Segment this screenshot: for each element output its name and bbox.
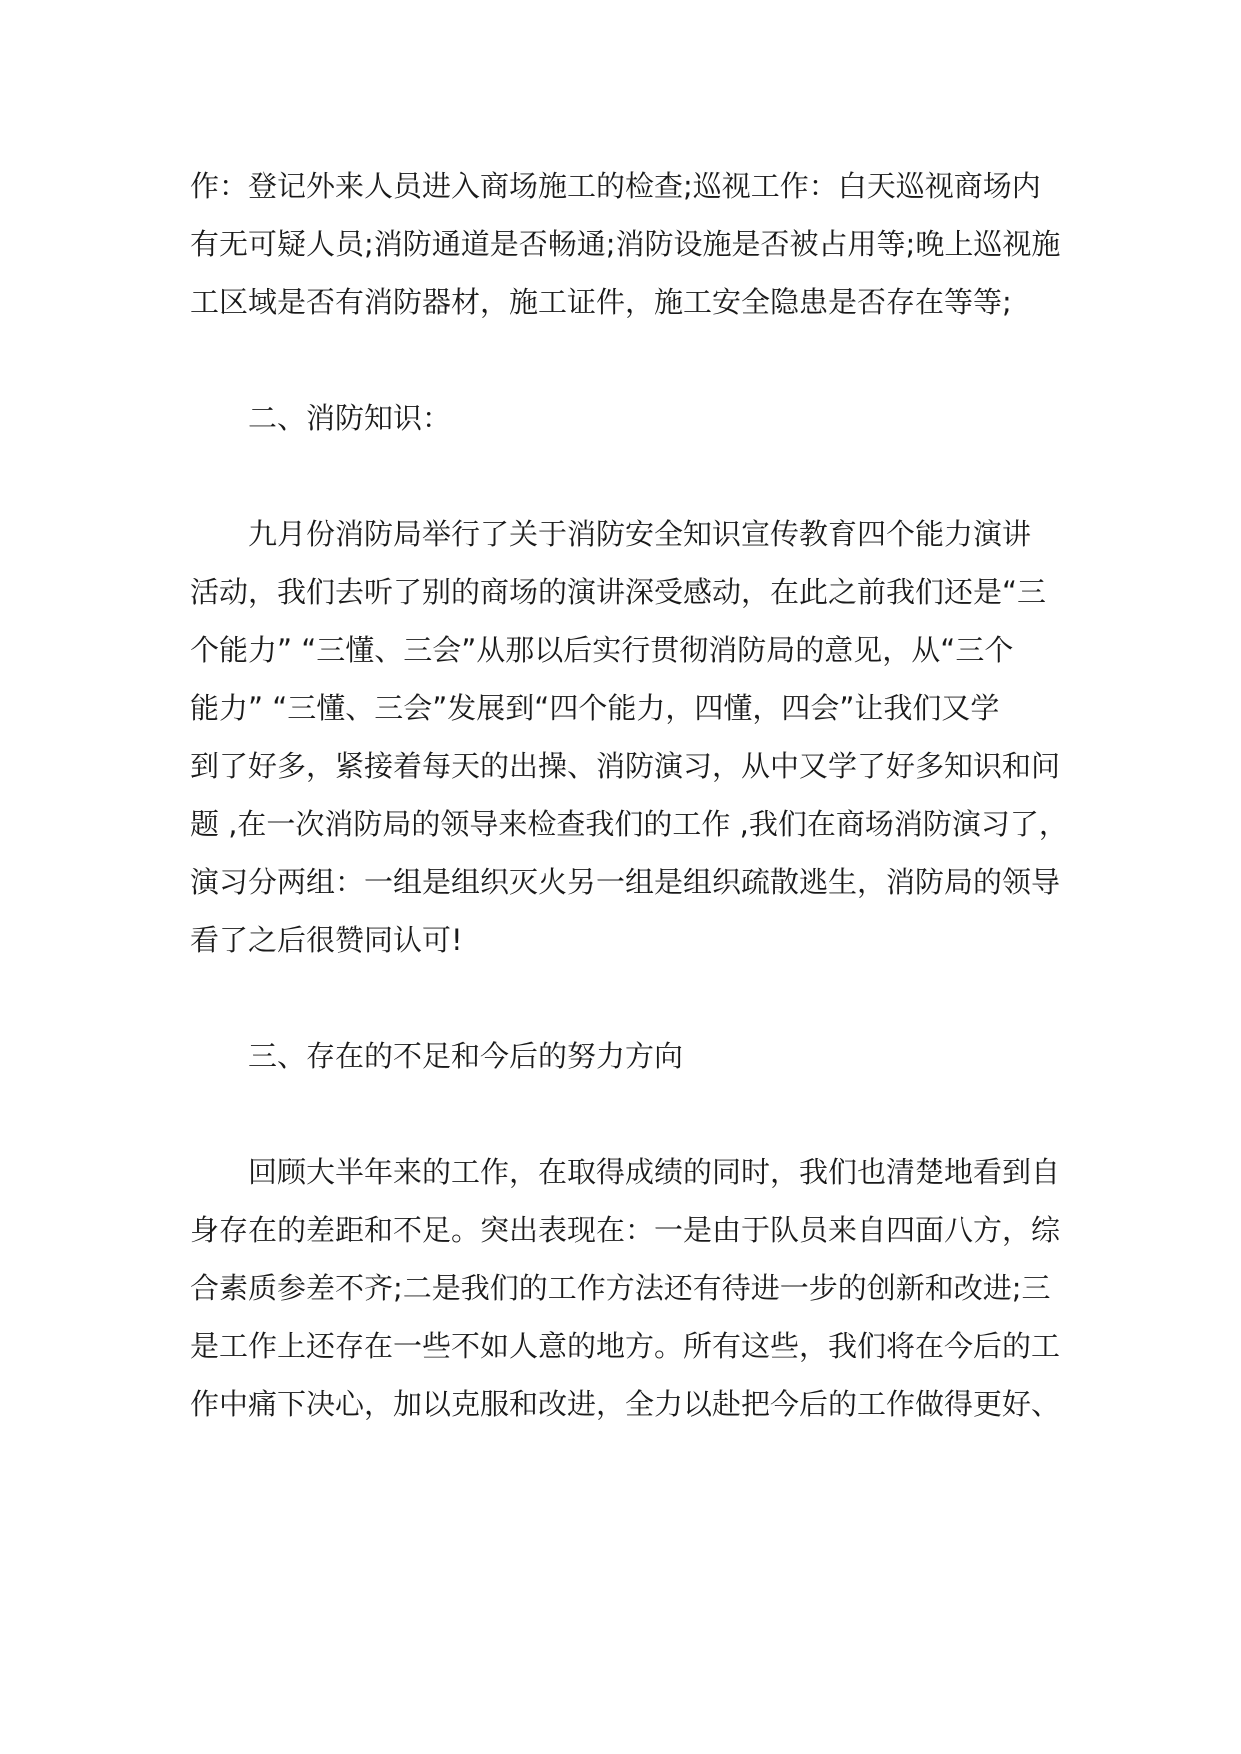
paragraph-line: 演习分两组：一组是组织灭火另一组是组织疏散逃生，消防局的领导 xyxy=(190,865,1061,899)
paragraph-line: 到了好多，紧接着每天的出操、消防演习，从中又学了好多知识和问 xyxy=(190,749,1061,783)
paragraph-line: 九月份消防局举行了关于消防安全知识宣传教育四个能力演讲 xyxy=(248,517,1032,551)
paragraph-line: 回顾大半年来的工作，在取得成绩的同时，我们也清楚地看到自 xyxy=(248,1155,1061,1189)
paragraph-line: 作中痛下决心，加以克服和改进，全力以赴把今后的工作做得更好、 xyxy=(190,1387,1061,1421)
paragraph-line: 能力” “三懂、三会”发展到“四个能力，四懂，四会”让我们又学 xyxy=(190,691,1000,725)
paragraph-line: 个能力” “三懂、三会”从那以后实行贯彻消防局的意见，从“三个 xyxy=(190,633,1014,667)
section-heading: 三、存在的不足和今后的努力方向 xyxy=(248,1039,684,1073)
paragraph-line: 活动，我们去听了别的商场的演讲深受感动，在此之前我们还是“三 xyxy=(190,575,1047,609)
paragraph-line: 看了之后很赞同认可! xyxy=(190,923,463,957)
paragraph-line: 题 ,在一次消防局的领导来检查我们的工作 ,我们在商场消防演习了， xyxy=(190,807,1068,841)
section-heading: 二、消防知识： xyxy=(248,401,452,435)
paragraph-line: 身存在的差距和不足。突出表现在：一是由于队员来自四面八方，综 xyxy=(190,1213,1061,1247)
paragraph-line: 有无可疑人员;消防通道是否畅通;消防设施是否被占用等;晚上巡视施 xyxy=(190,227,1061,261)
paragraph-line: 合素质参差不齐;二是我们的工作方法还有待进一步的创新和改进;三 xyxy=(190,1271,1051,1305)
paragraph-line: 是工作上还存在一些不如人意的地方。所有这些，我们将在今后的工 xyxy=(190,1329,1061,1363)
paragraph-line: 工区域是否有消防器材，施工证件，施工安全隐患是否存在等等; xyxy=(190,285,1012,319)
paragraph-line: 作：登记外来人员进入商场施工的检查;巡视工作：白天巡视商场内 xyxy=(190,169,1041,203)
